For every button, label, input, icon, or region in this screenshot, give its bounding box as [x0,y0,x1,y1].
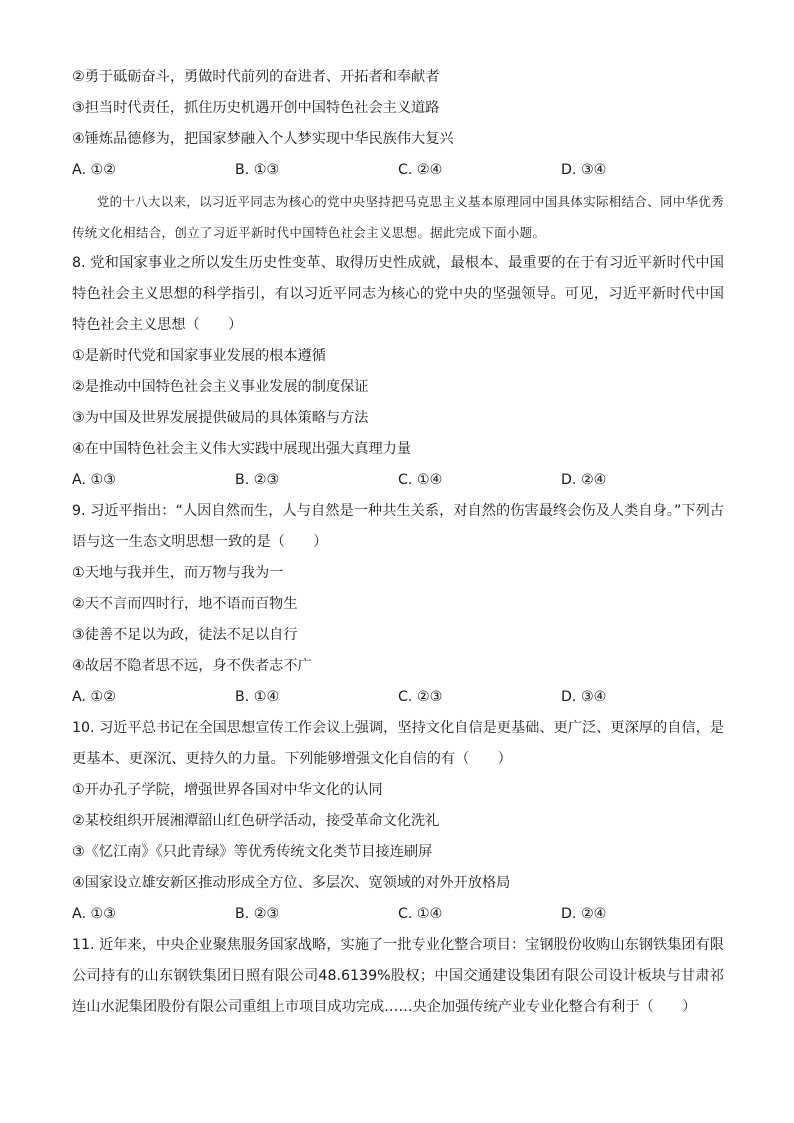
q7-option-c[interactable]: C. ②④ [398,162,443,178]
question-7-continued [72,62,724,186]
q10-statement-3: ③《忆江南》《只此青绿》等优秀传统文化类节目接连刷屏 [72,844,433,860]
q7-statement-4: ④锤炼品德修为，把国家梦融入个人梦实现中华民族伟大复兴 [72,131,454,147]
q8-statement-3: ③为中国及世界发展提供破局的具体策略与方法 [72,410,369,426]
q10-options [72,899,724,930]
q8-statement-1: ①是新时代党和国家事业发展的根本遵循 [72,348,326,364]
q10-statement-2: ②某校组织开展湘潭韶山红色研学活动，接受革命文化洗礼 [72,813,440,829]
q8-option-b[interactable]: B. ②③ [235,472,280,488]
q8-option-c[interactable]: C. ①④ [398,472,443,488]
q11-stem: 11. 近年来，中央企业聚焦服务国家战略，实施了一批专业化整合项目：宝钢股份收购山东钢铁集团有限公司持有的山东钢铁集团日照有限公司48.6139%股权；中国交通建设集团有限公司设计板块与甘肃祁连山水泥集团股份有限公司重组上市项目成功完成……央企加强传统产业专业化整合有利于（ ） [72,937,724,1015]
q8-options [72,465,724,496]
q9-statement-3: ③徒善不足以为政，徒法不足以自行 [72,627,298,643]
q9-statement-2: ②天不言而四时行，地不语而百物生 [72,596,298,612]
q10-statement-4: ④国家设立雄安新区推动形成全方位、多层次、宽领域的对外开放格局 [72,875,511,891]
q10-option-a[interactable]: A. ①③ [72,906,116,922]
exam-page [72,62,724,1023]
q7-option-d[interactable]: D. ③④ [561,162,607,178]
q9-statement-1: ①天地与我并生，而万物与我为一 [72,565,284,581]
question-11 [72,930,724,1023]
question-9 [72,496,724,713]
q7-statement-2: ②勇于砥砺奋斗，勇做时代前列的奋进者、开拓者和奉献者 [72,69,440,85]
q7-statement-3: ③担当时代责任，抓住历史机遇开创中国特色社会主义道路 [72,100,440,116]
q9-option-a[interactable]: A. ①② [72,689,116,705]
q9-option-b[interactable]: B. ①④ [235,689,280,705]
q8-statement-4: ④在中国特色社会主义伟大实践中展现出强大真理力量 [72,441,412,457]
q8-option-d[interactable]: D. ②④ [561,472,607,488]
q7-options [72,155,724,186]
q9-stem: 9. 习近平指出：“人因自然而生，人与自然是一种共生关系，对自然的伤害最终会伤及人类自身。”下列古语与这一生态文明思想一致的是（ ） [72,503,724,550]
question-8 [72,248,724,496]
q7-option-a[interactable]: A. ①② [72,162,116,178]
section-intro: 党的十八大以来，以习近平同志为核心的党中央坚持把马克思主义基本原理同中国具体实际相结合、同中华优秀传统文化相结合，创立了习近平新时代中国特色社会主义思想。据此完成下面小题。 [72,194,724,240]
q10-stem: 10. 习近平总书记在全国思想宣传工作会议上强调，坚持文化自信是更基础、更广泛、更深厚的自信，是更基本、更深沉、更持久的力量。下列能够增强文化自信的有（ ） [72,720,724,767]
q8-option-a[interactable]: A. ①③ [72,472,116,488]
q10-option-d[interactable]: D. ②④ [561,906,607,922]
q10-option-b[interactable]: B. ②③ [235,906,280,922]
q8-stem: 8. 党和国家事业之所以发生历史性变革、取得历史性成就，最根本、最重要的在于有习近平新时代中国特色社会主义思想的科学指引，有以习近平同志为核心的党中央的坚强领导。可见，习近平新时代中国特色社会主义思想（ ） [72,255,724,333]
q10-statement-1: ①开办孔子学院，增强世界各国对中华文化的认同 [72,782,383,798]
q10-option-c[interactable]: C. ①④ [398,906,443,922]
q9-options [72,682,724,713]
q7-option-b[interactable]: B. ①③ [235,162,280,178]
q8-statement-2: ②是推动中国特色社会主义事业发展的制度保证 [72,379,369,395]
q9-statement-4: ④故居不隐者思不远，身不佚者志不广 [72,658,312,674]
question-10 [72,713,724,930]
q9-option-d[interactable]: D. ③④ [561,689,607,705]
q9-option-c[interactable]: C. ②③ [398,689,443,705]
